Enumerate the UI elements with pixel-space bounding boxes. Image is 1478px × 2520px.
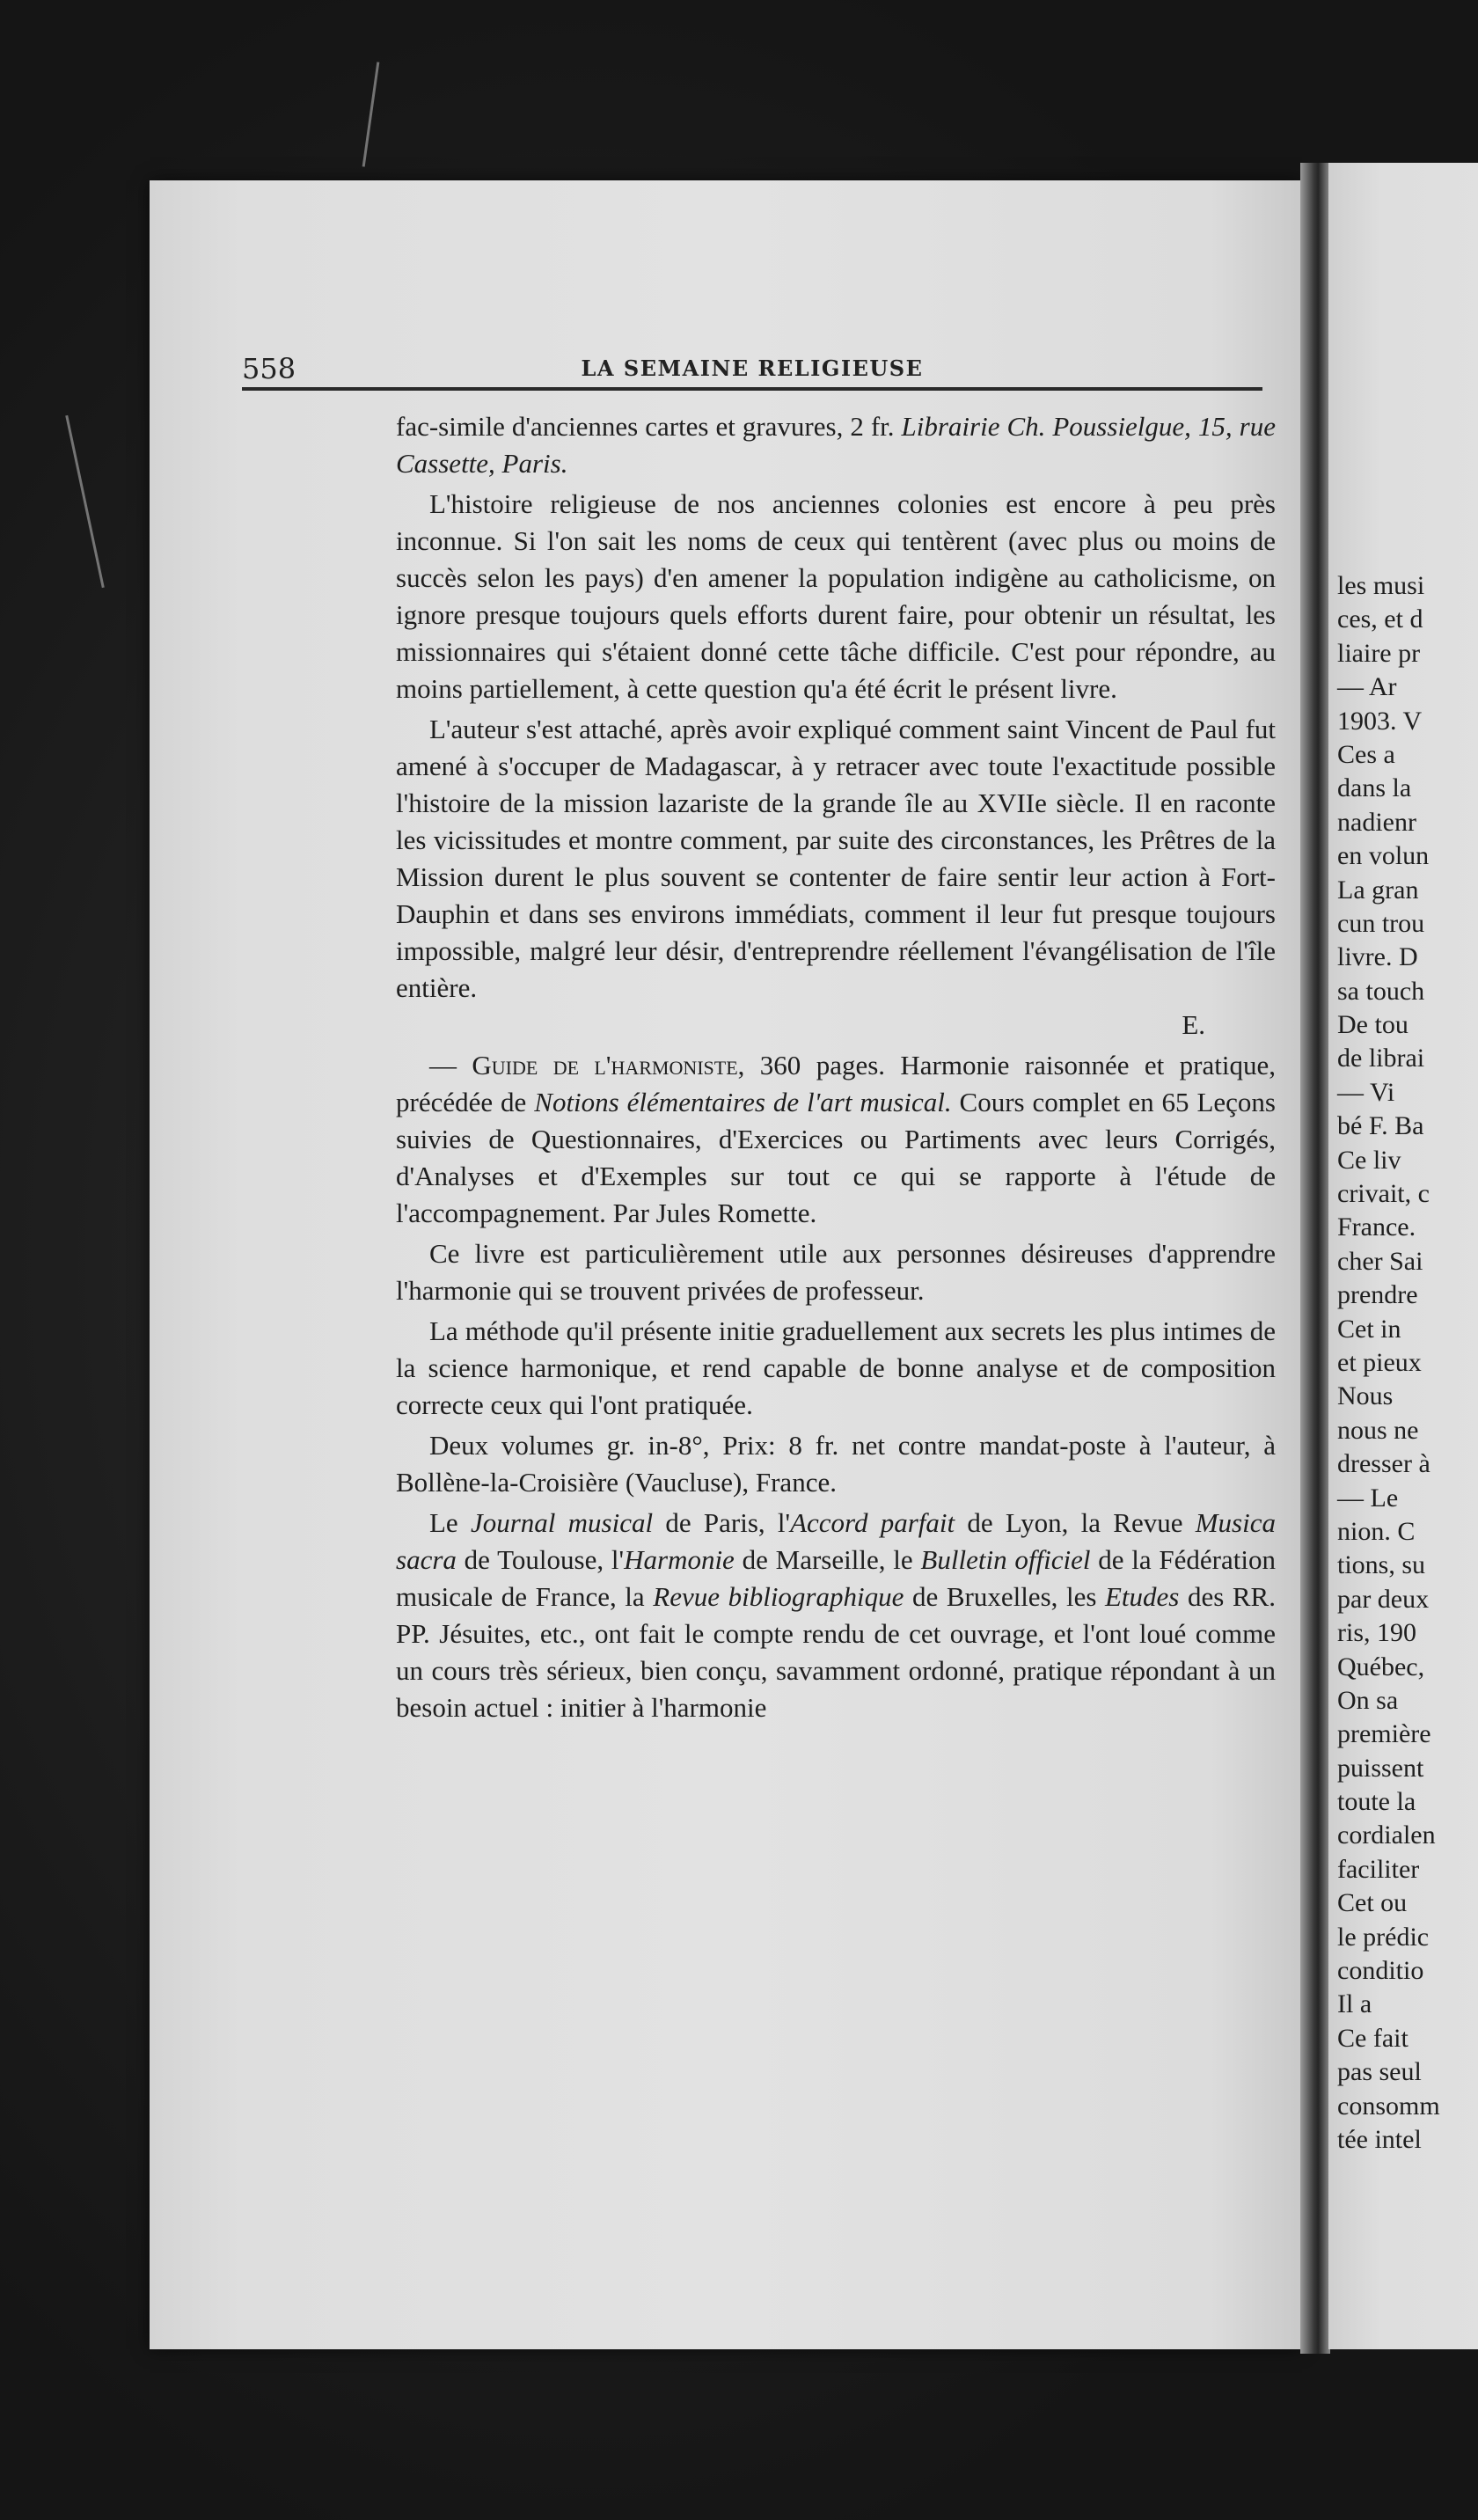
text-span: de Bruxelles, les	[904, 1581, 1105, 1612]
text-span: des RR. PP. Jésuites, etc., ont fait le compte rendu de cet ouvrage, et l'ont loué comme un cours très sérieux, bien conçu, savamment ordonné, pratique répondant à un besoin actuel : initier à l'harmonie	[396, 1581, 1276, 1723]
facing-line: — Ar	[1337, 672, 1397, 702]
facing-line: cordialen	[1337, 1820, 1436, 1850]
subtitle: Notions élémentaires de l'art musical.	[534, 1087, 952, 1117]
publisher-info: Librairie Ch. Poussielgue, 15, rue Cassette, Paris.	[396, 411, 1276, 479]
facing-line: nous ne	[1337, 1415, 1419, 1445]
facing-line: première	[1337, 1719, 1431, 1749]
facing-line: livre. D	[1337, 942, 1418, 972]
facing-line: dresser à	[1337, 1449, 1430, 1479]
header-rule	[242, 387, 1262, 391]
facing-line: conditio	[1337, 1956, 1424, 1986]
page-number: 558	[242, 352, 296, 385]
facing-line: On sa	[1337, 1685, 1399, 1715]
facing-line: nadienr	[1337, 807, 1416, 837]
facing-line: 1903. V	[1337, 706, 1423, 736]
facing-page-text	[1337, 569, 1478, 2157]
facing-line: toute la	[1337, 1787, 1416, 1817]
facing-line: les musi	[1337, 571, 1425, 600]
paragraph-2: L'histoire religieuse de nos anciennes colonies est encore à peu près inconnue. Si l'on sait les noms de ceux qui tentèrent (avec plus ou moins de succès selon les pays) d'en amener la population indigène au catholicisme, on ignore presque toujours quels efforts durent faire, pour obtenir un résultat, les missionnaires qui s'étaient donné cette tâche difficile. C'est pour répondre, au moins partiellement, à cette question qu'a été écrit le présent livre.	[396, 488, 1276, 704]
text-span: fac-simile d'anciennes cartes et gravures, 2 fr.	[396, 411, 902, 442]
paragraph-1	[396, 408, 1276, 482]
facing-line: La gran	[1337, 875, 1419, 905]
paragraph-7: Deux volumes gr. in-8°, Prix: 8 fr. net contre mandat-poste à l'auteur, à Bollène-la-Croisière (Vaucluse), France.	[396, 1430, 1276, 1498]
journal-name: Revue bibliographique	[653, 1581, 904, 1612]
journal-name: Journal musical	[470, 1507, 654, 1538]
facing-line: de librai	[1337, 1044, 1425, 1073]
facing-line: Cet ou	[1337, 1888, 1408, 1918]
text-span: , 360 pages. Harmonie raisonnée et pratique, précédée de	[396, 1050, 1276, 1117]
signature: E.	[1182, 1009, 1205, 1040]
paragraph-8	[396, 1505, 1276, 1726]
running-title: LA SEMAINE RELIGIEUSE	[581, 355, 924, 381]
facing-line: Ce liv	[1337, 1145, 1401, 1175]
facing-line: tions, su	[1337, 1550, 1426, 1580]
book-gutter	[1300, 163, 1330, 2354]
article-body	[396, 408, 1276, 1730]
journal-name: Accord parfait	[790, 1507, 955, 1538]
facing-line: et pieux	[1337, 1347, 1422, 1377]
facing-line: ris, 190	[1337, 1618, 1416, 1648]
text-span: de Toulouse, l'	[456, 1544, 625, 1575]
facing-page	[1328, 163, 1478, 2349]
facing-line: Ces a	[1337, 739, 1395, 769]
facing-line: — Le	[1337, 1483, 1399, 1513]
facing-line: De tou	[1337, 1010, 1408, 1040]
text-span: Le	[429, 1507, 471, 1538]
journal-name: Musica sacra	[396, 1507, 1276, 1575]
facing-line: prendre	[1337, 1280, 1418, 1310]
paragraph-3	[396, 711, 1276, 1044]
facing-line: cher Sai	[1337, 1246, 1423, 1276]
facing-line: cun trou	[1337, 908, 1425, 938]
journal-name: Bulletin officiel	[920, 1544, 1091, 1575]
facing-line: tée intel	[1337, 2124, 1422, 2154]
facing-line: — Vi	[1337, 1077, 1395, 1107]
facing-line: Ce fait	[1337, 2023, 1408, 2053]
text-span: de Paris, l'	[653, 1507, 791, 1538]
facing-line: pas seul	[1337, 2057, 1422, 2087]
text-span: —	[429, 1050, 472, 1081]
facing-line: le prédic	[1337, 1922, 1430, 1952]
text-span: de la Fédération musicale de France, la	[396, 1544, 1276, 1612]
facing-line: nion. C	[1337, 1516, 1416, 1546]
facing-line: par deux	[1337, 1584, 1430, 1614]
facing-line: faciliter	[1337, 1854, 1420, 1884]
book-title: Guide de l'harmoniste	[472, 1050, 738, 1081]
film-scratch	[65, 415, 105, 588]
facing-line: Québec,	[1337, 1652, 1425, 1681]
facing-line: ces, et d	[1337, 604, 1423, 634]
facing-line: Nous	[1337, 1381, 1394, 1411]
facing-line: bé F. Ba	[1337, 1111, 1424, 1141]
text-span: de Lyon, la Revue	[955, 1507, 1196, 1538]
text-span: L'auteur s'est attaché, après avoir expliqué comment saint Vincent de Paul fut amené à s'occuper de Madagascar, à y retracer avec toute l'exactitude possible l'histoire de la mission lazariste de la grande île au XVIIe siècle. Il en raconte les vicissitudes et montre comment, par suite des circonstances, les Prêtres de la Mission durent le plus souvent se contenter de faire sentir leur action à Fort-Dauphin et dans ses environs immédiats, comment il leur fut presque toujours impossible, malgré leur désir, d'entreprendre réellement l'évangélisation de l'île entière.	[396, 714, 1276, 1003]
paragraph-5: Ce livre est particulièrement utile aux personnes désireuses d'apprendre l'harmonie qui se trouvent privées de professeur.	[396, 1238, 1276, 1306]
facing-line: liaire pr	[1337, 638, 1421, 668]
facing-line: en volun	[1337, 841, 1430, 871]
facing-line: sa touch	[1337, 976, 1425, 1006]
journal-name: Harmonie	[624, 1544, 735, 1575]
facing-line: consomm	[1337, 2091, 1440, 2121]
facing-line: France.	[1337, 1212, 1416, 1242]
facing-line: Il a	[1337, 1989, 1372, 2019]
facing-line: crivait, c	[1337, 1179, 1430, 1209]
text-span: de Marseille, le	[734, 1544, 921, 1575]
facing-line: dans la	[1337, 773, 1412, 803]
facing-line: puissent	[1337, 1753, 1424, 1783]
paragraph-6: La méthode qu'il présente initie graduellement aux secrets les plus intimes de la science harmonique, et rend capable de bonne analyse et de composition correcte ceux qui l'ont pratiquée.	[396, 1315, 1276, 1420]
facing-line: Cet in	[1337, 1314, 1401, 1344]
journal-name: Etudes	[1105, 1581, 1180, 1612]
paragraph-4	[396, 1047, 1276, 1232]
film-scratch	[362, 62, 380, 166]
text-span: Cours complet en 65 Leçons suivies de Questionnaires, d'Exercices ou Partiments avec leurs Corrigés, d'Analyses et d'Exemples sur tout ce qui se rapporte à l'étude de l'accompagnement. Par Jules Romette.	[396, 1087, 1276, 1228]
